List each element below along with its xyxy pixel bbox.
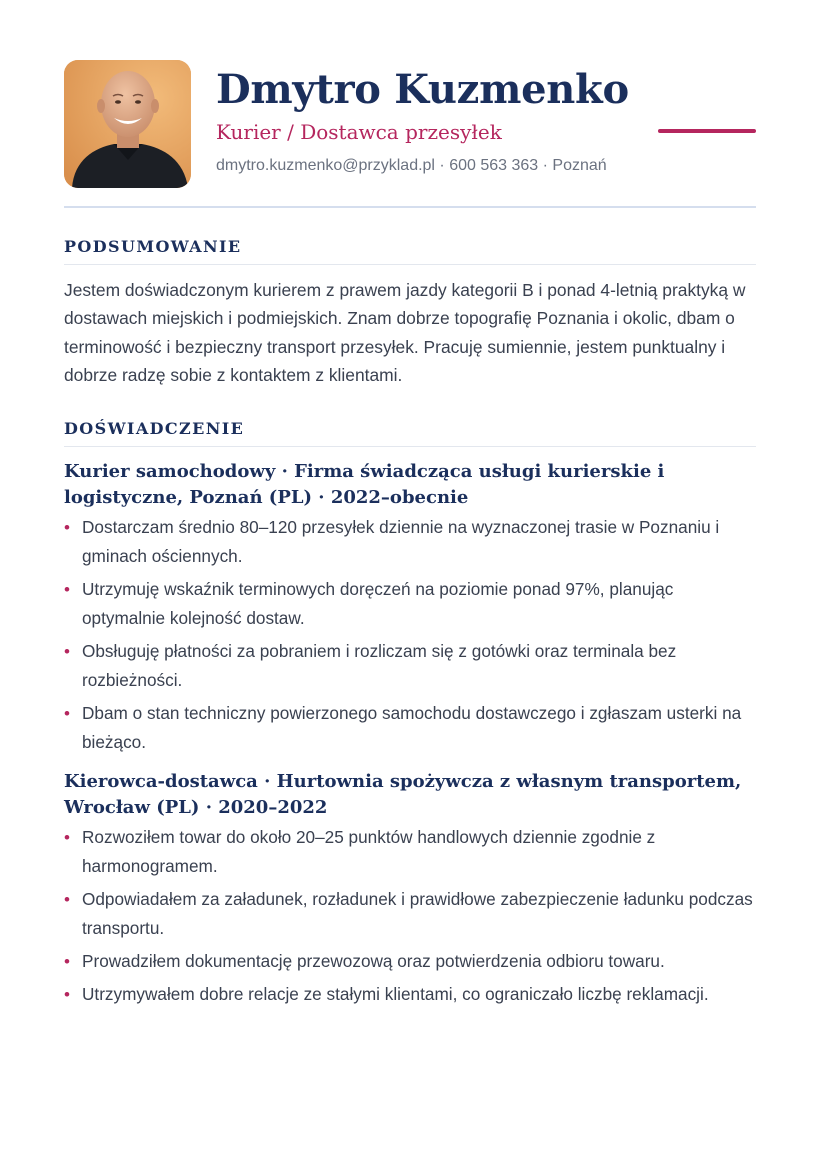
bullet-dot-icon: •: [64, 704, 70, 723]
list-item: [64, 823, 756, 881]
list-item: [64, 513, 756, 571]
candidate-role: Kurier / Dostawca przesyłek: [216, 120, 502, 144]
bullet-dot-icon: •: [64, 642, 70, 661]
list-item: [64, 637, 756, 695]
list-item: [64, 699, 756, 757]
bullet-dot-icon: •: [64, 952, 70, 971]
job-bullet-list: [64, 513, 756, 761]
bullet-text: Dbam o stan techniczny powierzonego samochodu dostawczego i zgłaszam usterki na bieżąco.: [82, 703, 742, 752]
bullet-text: Obsługuję płatności za pobraniem i rozliczam się z gotówki oraz terminala bez rozbieżności.: [82, 641, 677, 690]
job-title: Kurier samochodowy · Firma świadcząca usługi kurierskie i logistyczne, Poznań (PL) · 2022–obecnie: [64, 461, 665, 508]
profile-photo: [64, 60, 191, 188]
experience-heading: DOŚWIADCZENIE: [64, 419, 245, 438]
bullet-text: Utrzymywałem dobre relacje ze stałymi klientami, co ograniczało liczbę reklamacji.: [82, 984, 709, 1004]
bullet-dot-icon: •: [64, 985, 70, 1004]
bullet-text: Utrzymuję wskaźnik terminowych doręczeń na poziomie ponad 97%, planując optymalnie kolejność dostaw.: [82, 579, 674, 628]
candidate-name: Dmytro Kuzmenko: [216, 66, 629, 113]
list-item: [64, 885, 756, 943]
summary-heading: PODSUMOWANIE: [64, 237, 242, 256]
bullet-text: Dostarczam średnio 80–120 przesyłek dziennie na wyznaczonej trasie w Poznaniu i gminach ościennych.: [82, 517, 720, 566]
bullet-text: Prowadziłem dokumentację przewozową oraz potwierdzenia odbioru towaru.: [82, 951, 665, 971]
accent-bar: [658, 129, 756, 133]
portrait-image: [64, 60, 191, 188]
contact-line: dmytro.kuzmenko@przyklad.pl · 600 563 363 · Poznań: [216, 157, 607, 174]
list-item: [64, 980, 756, 1009]
header-divider: [64, 206, 756, 208]
summary-divider: [64, 264, 756, 265]
list-item: [64, 947, 756, 976]
list-item: [64, 575, 756, 633]
job-bullet-list: [64, 823, 756, 1013]
bullet-dot-icon: •: [64, 580, 70, 599]
bullet-text: Rozwoziłem towar do około 20–25 punktów handlowych dziennie zgodnie z harmonogramem.: [82, 827, 656, 876]
summary-text: Jestem doświadczonym kurierem z prawem jazdy kategorii B i ponad 4-letnią praktyką w dostawach miejskich i podmiejskich. Znam dobrze topografię Poznania i okolic, dbam o terminowość i bezpieczny transport przesyłek. Pracuję sumiennie, jestem punktualny i dobrze radzę sobie z kontaktem z klientami.: [64, 280, 746, 386]
bullet-text: Odpowiadałem za załadunek, rozładunek i prawidłowe zabezpieczenie ładunku podczas transportu.: [82, 889, 753, 938]
bullet-dot-icon: •: [64, 828, 70, 847]
resume-header: [64, 60, 756, 190]
bullet-dot-icon: •: [64, 518, 70, 537]
job-title: Kierowca-dostawca · Hurtownia spożywcza z własnym transportem, Wrocław (PL) · 2020–2022: [64, 771, 742, 818]
experience-divider: [64, 446, 756, 447]
bullet-dot-icon: •: [64, 890, 70, 909]
